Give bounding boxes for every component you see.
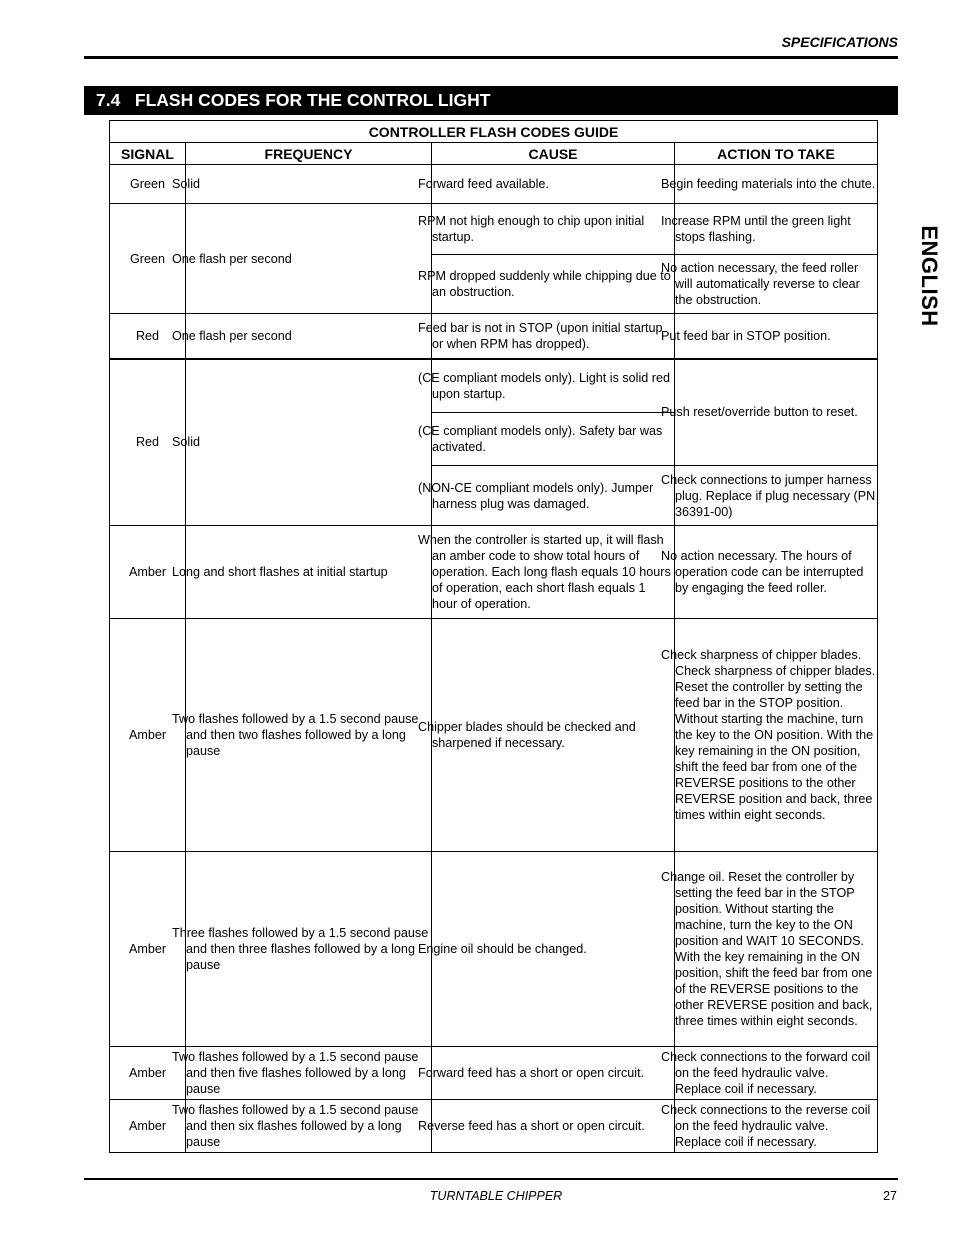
- frequency-cell: Solid: [186, 359, 432, 526]
- signal-cell: Amber: [110, 1100, 186, 1153]
- frequency-cell: Two flashes followed by a 1.5 second pause and then five flashes followed by a long pause: [186, 1047, 432, 1100]
- action-cell: No action necessary. The hours of operation code can be interrupted by engaging the feed roller.: [675, 526, 878, 619]
- running-header: SPECIFICATIONS: [781, 34, 898, 50]
- frequency-cell: Two flashes followed by a 1.5 second pause and then two flashes followed by a long pause: [186, 619, 432, 852]
- signal-cell: Amber: [110, 619, 186, 852]
- action-cell: Check connections to the reverse coil on the feed hydraulic valve. Replace coil if necessary.: [675, 1100, 878, 1153]
- action-cell: Increase RPM until the green light stops flashing.: [675, 204, 878, 255]
- table-row: [110, 1100, 878, 1153]
- frequency-cell: Three flashes followed by a 1.5 second pause and then three flashes followed by a long pause: [186, 852, 432, 1047]
- action-cell: Check connections to the forward coil on the feed hydraulic valve. Replace coil if necessary.: [675, 1047, 878, 1100]
- cause-cell: RPM dropped suddenly while chipping due to an obstruction.: [432, 255, 675, 314]
- frequency-cell: Solid: [186, 165, 432, 204]
- table-row: [110, 314, 878, 359]
- cause-cell: (CE compliant models only). Safety bar was activated.: [432, 413, 675, 466]
- header-rule: [84, 56, 898, 59]
- cause-cell: Chipper blades should be checked and sharpened if necessary.: [432, 619, 675, 852]
- table-row: [110, 526, 878, 619]
- frequency-cell: Two flashes followed by a 1.5 second pause and then six flashes followed by a long pause: [186, 1100, 432, 1153]
- action-cell: Put feed bar in STOP position.: [675, 314, 878, 359]
- section-title: 7.4 FLASH CODES FOR THE CONTROL LIGHT: [84, 86, 898, 115]
- frequency-cell: Long and short flashes at initial startup: [186, 526, 432, 619]
- cause-cell: RPM not high enough to chip upon initial startup.: [432, 204, 675, 255]
- signal-cell: Green: [110, 204, 186, 314]
- action-cell: Check connections to jumper harness plug. Replace if plug necessary (PN 36391-00): [675, 466, 878, 526]
- action-cell: Change oil. Reset the controller by setting the feed bar in the STOP position. Without starting the machine, turn the key to the ON position and WAIT 10 SECONDS. With the key remaining in the ON position, shift the feed bar from one of the REVERSE positions to the other REVERSE position and back, three times within eight seconds.: [675, 852, 878, 1047]
- footer-rule: [84, 1178, 898, 1180]
- table-title-row: [110, 121, 878, 143]
- page-number: 27: [883, 1189, 897, 1203]
- action-cell: No action necessary, the feed roller will automatically reverse to clear the obstruction.: [675, 255, 878, 314]
- signal-cell: Amber: [110, 852, 186, 1047]
- signal-cell: Red: [110, 314, 186, 359]
- table-header-row: [110, 143, 878, 165]
- signal-cell: Amber: [110, 1047, 186, 1100]
- table-row: [110, 165, 878, 204]
- cause-cell: Feed bar is not in STOP (upon initial startup or when RPM has dropped).: [432, 314, 675, 359]
- table-row: [110, 1047, 878, 1100]
- signal-cell: Red: [110, 359, 186, 526]
- cause-cell: Reverse feed has a short or open circuit.: [432, 1100, 675, 1153]
- column-header-signal: SIGNAL: [110, 143, 186, 165]
- flash-codes-table: [109, 120, 878, 1153]
- frequency-cell: One flash per second: [186, 314, 432, 359]
- table-row: [110, 204, 878, 255]
- cause-cell: Engine oil should be changed.: [432, 852, 675, 1047]
- cause-cell: (NON-CE compliant models only). Jumper harness plug was damaged.: [432, 466, 675, 526]
- action-cell: Begin feeding materials into the chute.: [675, 165, 878, 204]
- cause-cell: When the controller is started up, it will flash an amber code to show total hours of operation. Each long flash equals 10 hours of operation, each short flash equals 1 hour of operation.: [432, 526, 675, 619]
- footer-title: TURNTABLE CHIPPER: [429, 1189, 563, 1203]
- column-header-action: ACTION TO TAKE: [675, 143, 878, 165]
- cause-cell: Forward feed available.: [432, 165, 675, 204]
- column-header-cause: CAUSE: [432, 143, 675, 165]
- signal-cell: Amber: [110, 526, 186, 619]
- language-tab: ENGLISH: [917, 225, 942, 327]
- table-title: CONTROLLER FLASH CODES GUIDE: [110, 121, 878, 143]
- table-row: [110, 619, 878, 852]
- frequency-cell: One flash per second: [186, 204, 432, 314]
- table-row: [110, 359, 878, 413]
- column-header-frequency: FREQUENCY: [186, 143, 432, 165]
- action-cell: Push reset/override button to reset.: [675, 359, 878, 466]
- table-row: [110, 852, 878, 1047]
- action-cell: Check sharpness of chipper blades. Check sharpness of chipper blades. Reset the controller by setting the feed bar in the STOP position. Without starting the machine, turn the key to the ON position. With the key remaining in the ON position, shift the feed bar from one of the REVERSE positions to the other REVERSE position and back, three times within eight seconds.: [675, 619, 878, 852]
- cause-cell: Forward feed has a short or open circuit.: [432, 1047, 675, 1100]
- signal-cell: Green: [110, 165, 186, 204]
- cause-cell: (CE compliant models only). Light is solid red upon startup.: [432, 359, 675, 413]
